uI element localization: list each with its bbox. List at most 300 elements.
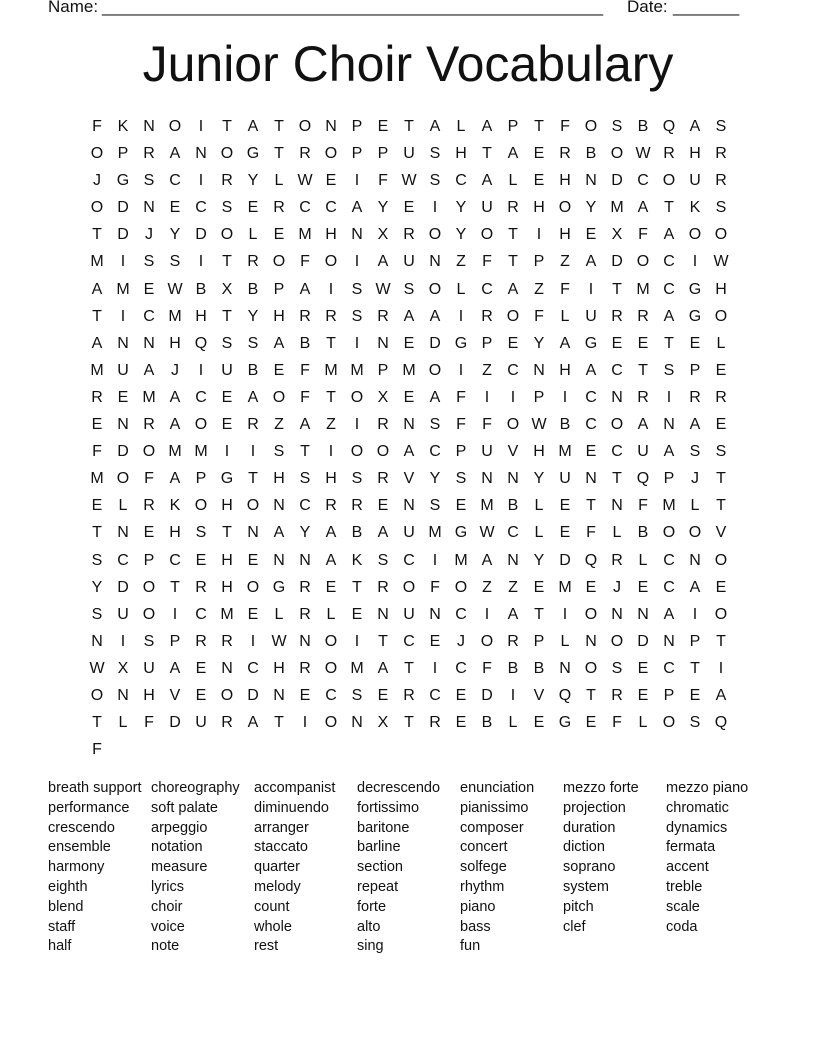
grid-letter: M — [220, 605, 234, 623]
grid-letter: S — [195, 524, 207, 542]
grid-letter: H — [169, 524, 181, 542]
grid-letter: N — [533, 361, 545, 379]
grid-letter: A — [429, 307, 441, 325]
grid-letter: I — [302, 714, 308, 732]
grid-letter: R — [611, 307, 623, 325]
grid-letter: F — [144, 714, 154, 732]
grid-letter: T — [92, 226, 102, 244]
grid-letter: R — [637, 388, 649, 406]
grid-letter: L — [638, 551, 648, 569]
grid-letter: U — [117, 605, 129, 623]
word-bank-item: soft palate — [151, 799, 218, 816]
grid-letter: C — [195, 199, 207, 217]
grid-letter: U — [559, 470, 571, 488]
grid-letter: U — [481, 199, 493, 217]
grid-letter: P — [533, 632, 545, 650]
word-bank-item: eighth — [48, 878, 88, 895]
grid-letter: A — [507, 280, 519, 298]
grid-letter: I — [328, 443, 334, 461]
grid-letter: E — [221, 416, 233, 434]
grid-letter: O — [428, 226, 442, 244]
grid-letter: N — [611, 605, 623, 623]
page-title: Junior Choir Vocabulary — [142, 36, 674, 92]
grid-letter: P — [533, 253, 545, 271]
grid-letter: L — [508, 714, 518, 732]
grid-letter: C — [663, 253, 675, 271]
grid-letter: K — [169, 497, 181, 515]
grid-letter: R — [377, 416, 389, 434]
grid-letter: T — [404, 659, 414, 677]
grid-letter: P — [273, 280, 285, 298]
grid-letter: O — [714, 307, 728, 325]
grid-letter: L — [690, 497, 700, 515]
grid-letter: V — [715, 524, 727, 542]
grid-letter: P — [533, 388, 545, 406]
word-bank-item: baritone — [357, 819, 410, 836]
grid-letter: E — [273, 226, 285, 244]
grid-letter: C — [585, 388, 597, 406]
grid-letter: F — [430, 578, 440, 596]
grid-letter: R — [143, 145, 155, 163]
grid-letter: O — [688, 226, 702, 244]
grid-letter: T — [690, 659, 700, 677]
grid-letter: O — [714, 551, 728, 569]
grid-letter: P — [169, 632, 181, 650]
grid-letter: A — [169, 416, 181, 434]
grid-letter: A — [663, 443, 675, 461]
grid-letter: S — [715, 199, 727, 217]
word-bank-item: choir — [151, 898, 183, 915]
word-bank-item: crescendo — [48, 819, 115, 836]
grid-letter: C — [663, 551, 675, 569]
grid-letter: R — [299, 307, 311, 325]
grid-letter: K — [117, 118, 129, 135]
grid-letter: R — [351, 497, 363, 515]
grid-letter: N — [273, 551, 285, 569]
grid-letter: O — [142, 578, 156, 596]
grid-letter: C — [455, 659, 467, 677]
grid-letter: C — [195, 605, 207, 623]
grid-letter: E — [559, 524, 571, 542]
word-bank-item: repeat — [357, 878, 399, 895]
grid-letter: U — [221, 361, 233, 379]
grid-letter: M — [454, 551, 468, 569]
grid-letter: E — [715, 361, 727, 379]
grid-letter: O — [662, 172, 676, 190]
grid-letter: I — [354, 172, 360, 190]
grid-letter: E — [195, 686, 207, 704]
grid-letter: A — [663, 605, 675, 623]
grid-letter: O — [402, 578, 416, 596]
grid-letter: I — [198, 253, 204, 271]
grid-letter: B — [559, 416, 571, 434]
grid-letter: R — [91, 388, 103, 406]
grid-letter: R — [247, 416, 259, 434]
word-bank — [48, 778, 769, 956]
word-bank-item: staccato — [254, 839, 308, 856]
grid-letter: S — [429, 145, 441, 163]
word-bank-item: duration — [563, 819, 616, 836]
grid-letter: A — [169, 470, 181, 488]
grid-letter: M — [350, 659, 364, 677]
grid-letter: H — [143, 686, 155, 704]
grid-letter: P — [351, 118, 363, 135]
grid-letter: R — [377, 307, 389, 325]
grid-letter: E — [325, 172, 337, 190]
grid-letter: S — [715, 443, 727, 461]
grid-letter: L — [456, 280, 466, 298]
word-bank-item: system — [563, 878, 609, 895]
grid-letter: O — [584, 118, 598, 135]
grid-letter: E — [611, 334, 623, 352]
grid-letter: C — [143, 307, 155, 325]
grid-letter: R — [273, 199, 285, 217]
grid-letter: H — [455, 145, 467, 163]
grid-letter: D — [611, 253, 623, 271]
grid-letter: N — [689, 551, 701, 569]
grid-letter: H — [533, 199, 545, 217]
grid-letter: W — [531, 416, 547, 434]
grid-letter: C — [611, 443, 623, 461]
grid-letter: I — [484, 605, 490, 623]
grid-letter: O — [662, 524, 676, 542]
grid-letter: J — [145, 226, 153, 244]
date-field[interactable]: _______ — [673, 0, 740, 16]
grid-letter: Z — [274, 416, 284, 434]
grid-letter: N — [377, 334, 389, 352]
grid-letter: H — [169, 334, 181, 352]
grid-letter: P — [117, 145, 129, 163]
grid-letter: Z — [482, 578, 492, 596]
grid-letter: D — [117, 226, 129, 244]
grid-letter: E — [247, 551, 259, 569]
grid-letter: I — [224, 443, 230, 461]
grid-letter: I — [562, 605, 568, 623]
grid-letter: L — [560, 632, 570, 650]
grid-letter: N — [117, 416, 129, 434]
grid-letter: I — [484, 388, 490, 406]
word-bank-item: mezzo forte — [563, 780, 639, 796]
grid-letter: O — [688, 524, 702, 542]
grid-letter: I — [510, 686, 516, 704]
grid-letter: G — [454, 524, 468, 542]
grid-letter: T — [248, 470, 258, 488]
word-bank-item: note — [151, 938, 180, 955]
grid-letter: U — [403, 145, 415, 163]
grid-letter: G — [272, 578, 286, 596]
grid-letter: M — [90, 253, 104, 271]
grid-letter: P — [507, 118, 519, 135]
grid-letter: U — [403, 253, 415, 271]
grid-letter: I — [120, 632, 126, 650]
grid-letter: O — [246, 578, 260, 596]
grid-letter: T — [482, 145, 492, 163]
word-bank-item: piano — [460, 898, 496, 915]
grid-letter: O — [714, 605, 728, 623]
grid-letter: A — [481, 551, 493, 569]
grid-letter: M — [610, 199, 624, 217]
word-bank-item: breath support — [48, 780, 142, 796]
grid-letter: C — [481, 280, 493, 298]
grid-letter: U — [585, 307, 597, 325]
name-field[interactable]: _____________________________________________________ — [102, 0, 604, 16]
grid-letter: E — [689, 686, 701, 704]
grid-letter: C — [429, 686, 441, 704]
grid-letter: H — [325, 470, 337, 488]
grid-letter: Y — [455, 226, 467, 244]
grid-letter: O — [324, 714, 338, 732]
grid-letter: A — [663, 307, 675, 325]
grid-letter: Y — [247, 172, 259, 190]
grid-letter: E — [247, 199, 259, 217]
grid-letter: J — [613, 578, 621, 596]
grid-letter: N — [273, 686, 285, 704]
grid-letter: A — [559, 334, 571, 352]
grid-letter: U — [195, 714, 207, 732]
grid-letter: A — [325, 551, 337, 569]
grid-letter: R — [611, 551, 623, 569]
grid-letter: E — [429, 632, 441, 650]
grid-letter: F — [144, 470, 154, 488]
grid-letter: C — [299, 199, 311, 217]
grid-letter: N — [117, 524, 129, 542]
grid-letter: D — [195, 226, 207, 244]
grid-letter: L — [534, 524, 544, 542]
grid-letter: M — [662, 497, 676, 515]
grid-letter: C — [247, 659, 259, 677]
word-bank-item: half — [48, 938, 72, 955]
word-bank-item: dynamics — [666, 819, 728, 836]
grid-letter: M — [90, 470, 104, 488]
grid-letter: N — [585, 172, 597, 190]
grid-letter: I — [666, 388, 672, 406]
grid-letter: R — [195, 632, 207, 650]
grid-letter: A — [299, 416, 311, 434]
word-bank-item: whole — [254, 918, 292, 935]
grid-letter: N — [429, 253, 441, 271]
word-bank-item: barline — [357, 839, 401, 856]
grid-letter: O — [376, 443, 390, 461]
grid-letter: Y — [585, 199, 597, 217]
grid-letter: A — [169, 388, 181, 406]
grid-letter: M — [90, 361, 104, 379]
grid-letter: N — [299, 632, 311, 650]
grid-letter: S — [455, 470, 467, 488]
grid-letter: V — [403, 470, 415, 488]
grid-letter: E — [585, 714, 597, 732]
grid-letter: S — [429, 497, 441, 515]
grid-letter: H — [325, 226, 337, 244]
word-bank-item: solfege — [460, 859, 507, 876]
grid-letter: A — [299, 280, 311, 298]
word-bank-item: notation — [151, 839, 203, 856]
grid-letter: Y — [533, 334, 545, 352]
grid-letter: F — [300, 253, 310, 271]
grid-letter: C — [403, 551, 415, 569]
grid-letter: N — [351, 226, 363, 244]
grid-letter: R — [325, 307, 337, 325]
grid-letter: A — [403, 443, 415, 461]
grid-letter: W — [479, 524, 495, 542]
grid-letter: Y — [533, 551, 545, 569]
grid-letter: Y — [455, 199, 467, 217]
grid-letter: P — [143, 551, 155, 569]
grid-letter: I — [250, 443, 256, 461]
grid-letter: B — [299, 334, 311, 352]
grid-letter: O — [272, 253, 286, 271]
grid-letter: J — [93, 172, 101, 190]
grid-letter: K — [351, 551, 363, 569]
grid-letter: N — [429, 605, 441, 623]
word-bank-item: sing — [357, 938, 384, 955]
grid-letter: Q — [662, 118, 676, 135]
grid-letter: E — [221, 388, 233, 406]
grid-letter: N — [585, 470, 597, 488]
grid-letter: F — [638, 497, 648, 515]
grid-letter: R — [143, 416, 155, 434]
grid-letter: A — [429, 388, 441, 406]
grid-letter: R — [507, 632, 519, 650]
grid-letter: T — [664, 199, 674, 217]
grid-letter: I — [328, 280, 334, 298]
grid-letter: T — [612, 470, 622, 488]
grid-letter: I — [354, 416, 360, 434]
word-bank-item: projection — [563, 799, 626, 816]
grid-letter: T — [378, 632, 388, 650]
grid-letter: R — [299, 659, 311, 677]
grid-letter: I — [120, 253, 126, 271]
grid-letter: L — [716, 334, 726, 352]
grid-letter: B — [195, 280, 207, 298]
word-bank-item: chromatic — [666, 799, 729, 816]
grid-letter: X — [117, 659, 129, 677]
grid-letter: A — [247, 118, 259, 135]
grid-letter: L — [534, 497, 544, 515]
grid-letter: G — [454, 334, 468, 352]
grid-letter: T — [404, 714, 414, 732]
grid-letter: M — [168, 443, 182, 461]
grid-letter: Y — [533, 470, 545, 488]
grid-letter: O — [194, 416, 208, 434]
grid-letter: H — [221, 578, 233, 596]
grid-letter: O — [662, 714, 676, 732]
grid-letter: Y — [91, 578, 103, 596]
grid-letter: C — [325, 199, 337, 217]
grid-letter: A — [169, 145, 181, 163]
grid-letter: R — [507, 199, 519, 217]
grid-letter: B — [351, 524, 363, 542]
grid-letter: M — [142, 388, 156, 406]
grid-letter: E — [273, 361, 285, 379]
grid-letter: R — [299, 605, 311, 623]
grid-letter: I — [250, 632, 256, 650]
grid-letter: O — [90, 145, 104, 163]
grid-letter: A — [689, 118, 701, 135]
word-bank-item: blend — [48, 898, 84, 915]
grid-letter: P — [663, 470, 675, 488]
grid-letter: O — [636, 253, 650, 271]
grid-letter: O — [350, 388, 364, 406]
name-label: Name: — [48, 0, 99, 16]
grid-letter: A — [715, 686, 727, 704]
grid-letter: F — [612, 714, 622, 732]
grid-letter: O — [220, 686, 234, 704]
grid-letter: A — [429, 118, 441, 135]
grid-letter: N — [299, 551, 311, 569]
grid-letter: A — [325, 524, 337, 542]
grid-letter: H — [715, 280, 727, 298]
grid-letter: E — [377, 497, 389, 515]
grid-letter: W — [167, 280, 183, 298]
word-bank-item: coda — [666, 918, 698, 935]
grid-letter: E — [637, 659, 649, 677]
grid-letter: D — [637, 632, 649, 650]
grid-letter: F — [482, 253, 492, 271]
grid-letter: E — [169, 199, 181, 217]
grid-letter: T — [92, 524, 102, 542]
word-bank-item: decrescendo — [357, 780, 441, 796]
grid-letter: E — [455, 714, 467, 732]
grid-letter: B — [507, 659, 519, 677]
grid-letter: I — [354, 334, 360, 352]
grid-letter: N — [247, 524, 259, 542]
grid-letter: E — [533, 145, 545, 163]
grid-letter: O — [324, 145, 338, 163]
grid-letter: E — [585, 226, 597, 244]
grid-letter: D — [481, 686, 493, 704]
grid-letter: R — [715, 172, 727, 190]
grid-letter: W — [89, 659, 105, 677]
grid-letter: S — [143, 632, 155, 650]
grid-letter: S — [169, 253, 181, 271]
grid-letter: N — [117, 686, 129, 704]
grid-letter: P — [377, 145, 389, 163]
grid-letter: M — [116, 280, 130, 298]
word-bank-item: accent — [666, 859, 709, 876]
word-bank-item: concert — [460, 839, 508, 856]
grid-letter: L — [248, 226, 258, 244]
grid-letter: I — [692, 253, 698, 271]
grid-letter: T — [508, 226, 518, 244]
grid-letter: T — [274, 118, 284, 135]
grid-letter: A — [585, 361, 597, 379]
grid-letter: U — [689, 172, 701, 190]
grid-letter: E — [117, 388, 129, 406]
grid-letter: V — [507, 443, 519, 461]
grid-letter: L — [274, 605, 284, 623]
grid-letter: S — [143, 253, 155, 271]
grid-letter: G — [116, 172, 130, 190]
grid-letter: H — [273, 470, 285, 488]
grid-letter: M — [168, 307, 182, 325]
word-bank-item: rhythm — [460, 878, 505, 895]
grid-letter: A — [637, 199, 649, 217]
grid-letter: N — [507, 470, 519, 488]
grid-letter: B — [637, 118, 649, 135]
grid-letter: O — [428, 361, 442, 379]
grid-letter: P — [689, 361, 701, 379]
grid-letter: Z — [508, 578, 518, 596]
grid-letter: T — [326, 388, 336, 406]
grid-letter: E — [637, 686, 649, 704]
grid-letter: Z — [326, 416, 336, 434]
grid-letter: W — [635, 145, 651, 163]
word-bank-item: composer — [460, 819, 524, 836]
grid-letter: F — [92, 741, 102, 759]
grid-letter: U — [403, 524, 415, 542]
grid-letter: O — [584, 605, 598, 623]
grid-letter: P — [481, 334, 493, 352]
